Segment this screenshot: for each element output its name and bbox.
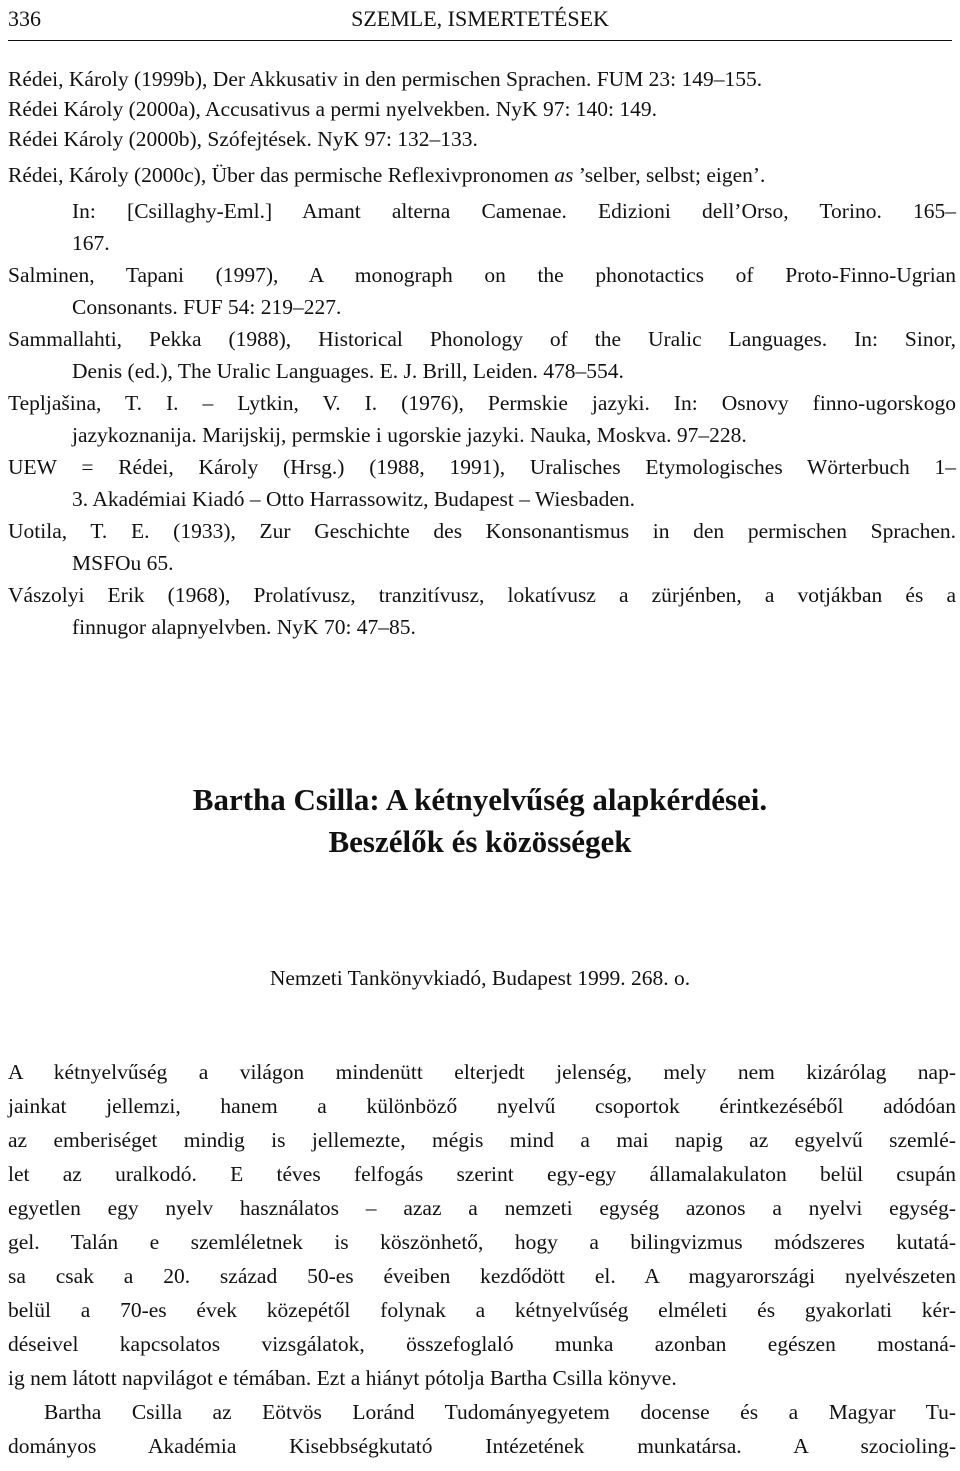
body-line: let az uralkodó. E téves felfogás szerint egy-egy államalakulaton belül csupán	[8, 1162, 956, 1186]
reference-line: Rédei, Károly (1999b), Der Akkusativ in den permischen Sprachen. FUM 23: 149–155.	[8, 67, 763, 91]
body-line: A kétnyelvűség a világon mindenütt elterjedt jelenség, mely nem kizárólag nap-	[8, 1060, 956, 1084]
reference-line: jazykoznanija. Marijskij, permskie i ugorskie jazyki. Nauka, Moskva. 97–228.	[72, 423, 747, 447]
body-line: az emberiséget mindig is jellemezte, mégis mind a mai napig az egyelvű szemlé-	[8, 1128, 956, 1152]
review-subtitle: Beszélők és közösségek	[328, 824, 632, 859]
reference-line: Uotila, T. E. (1933), Zur Geschichte des Konsonantismus in den permischen Sprachen.	[8, 519, 956, 543]
page-number: 336	[8, 6, 41, 31]
reference-line: UEW = Rédei, Károly (Hrsg.) (1988, 1991), Uralisches Etymologisches Wörterbuch 1–	[8, 455, 956, 479]
body-line: ig nem látott napvilágot e témában. Ezt a hiányt pótolja Bartha Csilla könyve.	[8, 1366, 677, 1390]
page-header	[8, 0, 952, 41]
reference-line: 3. Akadémiai Kiadó – Otto Harrassowitz, Budapest – Wiesbaden.	[72, 487, 635, 511]
reference-line: finnugor alapnyelvben. NyK 70: 47–85.	[72, 615, 416, 639]
reference-line: Rédei Károly (2000a), Accusativus a permi nyelvekben. NyK 97: 140: 149.	[8, 97, 658, 121]
publication-info: Nemzeti Tankönyvkiadó, Budapest 1999. 268. o.	[269, 966, 691, 990]
reference-line: Rédei Károly (2000b), Szófejtések. NyK 97: 132–133.	[8, 127, 478, 151]
reference-line: Vászolyi Erik (1968), Prolatívusz, tranzitívusz, lokatívusz a zürjénben, a votjákban és a	[8, 583, 956, 607]
reference-text: ’selber, selbst; eigen’.	[578, 163, 766, 187]
body-line: déseivel kapcsolatos vizsgálatok, összefoglaló munka azonban egészen mostaná-	[8, 1332, 956, 1356]
body-line: Bartha Csilla az Eötvös Loránd Tudományegyetem docense és a Magyar Tu-	[44, 1400, 956, 1424]
reference-line: Tepljašina, T. I. – Lytkin, V. I. (1976), Permskie jazyki. In: Osnovy finno-ugorskogo	[8, 391, 956, 415]
reference-line	[8, 160, 765, 190]
body-line: egyetlen egy nyelv használatos – azaz a nemzeti egység azonos a nyelvi egység-	[8, 1196, 956, 1220]
body-line: gel. Talán e szemléletnek is köszönhető, hogy a bilingvizmus módszeres kutatá-	[8, 1230, 956, 1254]
running-title: SZEMLE, ISMERTETÉSEK	[351, 6, 609, 31]
review-title: Bartha Csilla: A kétnyelvűség alapkérdései.	[192, 782, 768, 817]
body-line: dományos Akadémia Kisebbségkutató Intézetének munkatársa. A szocioling-	[8, 1434, 956, 1458]
body-line: jainkat jellemzi, hanem a különböző nyelvű csoportok érintkezéséből adódóan	[8, 1094, 956, 1118]
reference-line: Denis (ed.), The Uralic Languages. E. J. Brill, Leiden. 478–554.	[72, 359, 624, 383]
body-line: sa csak a 20. század 50-es éveiben kezdődött el. A magyarországi nyelvészeten	[8, 1264, 956, 1288]
reference-line: 167.	[72, 231, 110, 255]
reference-line: Consonants. FUF 54: 219–227.	[72, 295, 342, 319]
reference-line: Sammallahti, Pekka (1988), Historical Phonology of the Uralic Languages. In: Sinor,	[8, 327, 956, 351]
body-line: belül a 70-es évek közepétől folynak a kétnyelvűség elméleti és gyakorlati kér-	[8, 1298, 956, 1322]
reference-line: Salminen, Tapani (1997), A monograph on the phonotactics of Proto-Finno-Ugrian	[8, 263, 956, 287]
reference-text: Rédei, Károly (2000c), Über das permische Reflexivpronomen	[8, 163, 549, 187]
reference-line: MSFOu 65.	[72, 551, 174, 575]
reference-line: In: [Csillaghy-Eml.] Amant alterna Camenae. Edizioni dell’Orso, Torino. 165–	[72, 199, 956, 223]
reference-italic-term: as	[554, 163, 574, 187]
